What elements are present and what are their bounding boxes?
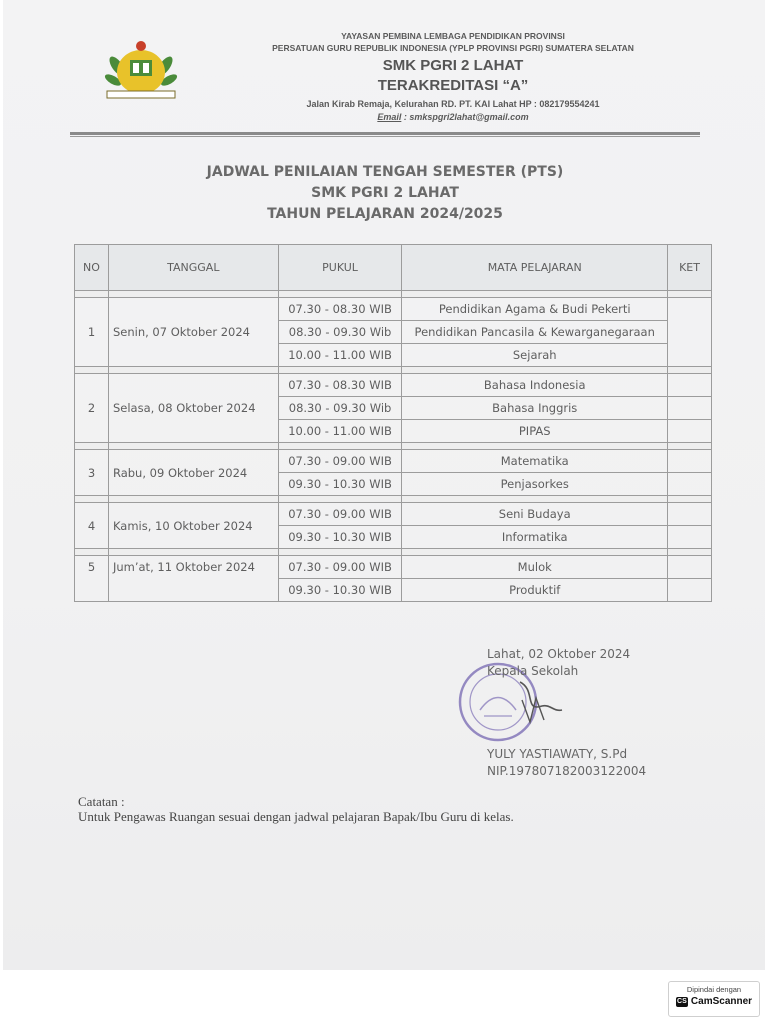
school-email [243,111,663,123]
row-ket [668,420,712,443]
row-no: 1 [75,298,109,367]
camscanner-badge [668,981,760,1017]
row-no: 5 [75,556,109,602]
signature-nip: NIP.197807182003122004 [487,764,647,778]
email-label: Email [377,112,402,122]
row-ket [668,450,712,473]
row-subject: Matematika [402,450,668,473]
row-time: 10.00 - 11.00 WIB [278,344,402,367]
row-spacer [75,496,712,503]
row-ket [668,556,712,579]
association-name: PERSATUAN GURU REPUBLIK INDONESIA (YPLP PROVINSI PGRI) SUMATERA SELATAN [272,43,634,53]
row-time: 10.00 - 11.00 WIB [278,420,402,443]
row-time: 09.30 - 10.30 WIB [278,473,402,496]
row-spacer [75,291,712,298]
row-subject: Mulok [402,556,668,579]
letterhead-rule-thin [70,136,700,137]
letterhead [243,30,663,123]
camscanner-icon: CS [677,997,687,1005]
row-ket [668,473,712,496]
row-subject: Bahasa Indonesia [402,374,668,397]
header-tanggal: TANGGAL [108,245,278,291]
header-pukul: PUKUL [278,245,402,291]
row-subject: Pendidikan Pancasila & Kewarganegaraan [402,321,668,344]
row-date: Jum’at, 11 Oktober 2024 [108,556,278,602]
school-name: SMK PGRI 2 LAHAT [382,57,524,74]
row-subject: Pendidikan Agama & Budi Pekerti [402,298,668,321]
row-subject: Informatika [402,526,668,549]
header-no: NO [75,245,109,291]
foundation-name: YAYASAN PEMBINA LEMBAGA PENDIDIKAN PROVINSI [341,31,565,41]
document-title [80,162,690,225]
header-ket: KET [668,245,712,291]
row-spacer [75,443,712,450]
accreditation: TERAKREDITASI “A” [377,77,529,94]
row-time: 08.30 - 09.30 Wib [278,321,402,344]
signature-space [487,680,646,746]
badge-caption: Dipindai dengan [686,985,742,994]
title-line-3: TAHUN PELAJARAN 2024/2025 [267,206,503,222]
notes [78,794,514,824]
email-value: : smkspgri2lahat@gmail.com [401,112,529,122]
row-subject: Penjasorkes [402,473,668,496]
notes-text: Untuk Pengawas Ruangan sesuai dengan jadwal pelajaran Bapak/Ibu Guru di kelas. [78,809,514,824]
letterhead-rule [70,132,700,135]
row-date: Kamis, 10 Oktober 2024 [108,503,278,549]
row-subject: Seni Budaya [402,503,668,526]
row-time: 07.30 - 09.00 WIB [278,556,402,579]
table-header-row [75,245,712,291]
notes-label: Catatan : [78,794,125,809]
row-time: 07.30 - 08.30 WIB [278,374,402,397]
row-ket [668,526,712,549]
row-ket [668,503,712,526]
pgri-logo [103,36,179,102]
table-row [75,450,712,473]
row-ket [668,298,712,367]
signature-place-date: Lahat, 02 Oktober 2024 [487,647,631,661]
row-date: Senin, 07 Oktober 2024 [108,298,278,367]
row-date: Selasa, 08 Oktober 2024 [108,374,278,443]
row-no: 2 [75,374,109,443]
row-ket [668,579,712,602]
row-time: 09.30 - 10.30 WIB [278,579,402,602]
school-address: Jalan Kirab Remaja, Kelurahan RD. PT. KAI Lahat HP : 082179554241 [306,99,600,109]
badge-brand [669,996,759,1007]
row-no: 4 [75,503,109,549]
row-subject: PIPAS [402,420,668,443]
table-row [75,556,712,579]
title-line-2: SMK PGRI 2 LAHAT [311,185,459,201]
row-subject: Produktif [402,579,668,602]
row-subject: Bahasa Inggris [402,397,668,420]
row-time: 08.30 - 09.30 Wib [278,397,402,420]
schedule-table [74,244,712,602]
row-time: 09.30 - 10.30 WIB [278,526,402,549]
row-ket [668,397,712,420]
row-date: Rabu, 09 Oktober 2024 [108,450,278,496]
signature-block [487,646,646,780]
badge-brand-text: CamScanner [690,996,753,1007]
row-subject: Sejarah [402,344,668,367]
row-time: 07.30 - 09.00 WIB [278,503,402,526]
row-time: 07.30 - 09.00 WIB [278,450,402,473]
row-time: 07.30 - 08.30 WIB [278,298,402,321]
signature-name: YULY YASTIAWATY, S.Pd [487,747,628,761]
table-row [75,503,712,526]
table-row [75,298,712,321]
row-no: 3 [75,450,109,496]
table-row [75,374,712,397]
title-line-1: JADWAL PENILAIAN TENGAH SEMESTER (PTS) [206,164,564,180]
row-spacer [75,367,712,374]
row-ket [668,374,712,397]
header-mata-pelajaran: MATA PELAJARAN [402,245,668,291]
row-spacer [75,549,712,556]
signature-role: Kepala Sekolah [487,664,579,678]
